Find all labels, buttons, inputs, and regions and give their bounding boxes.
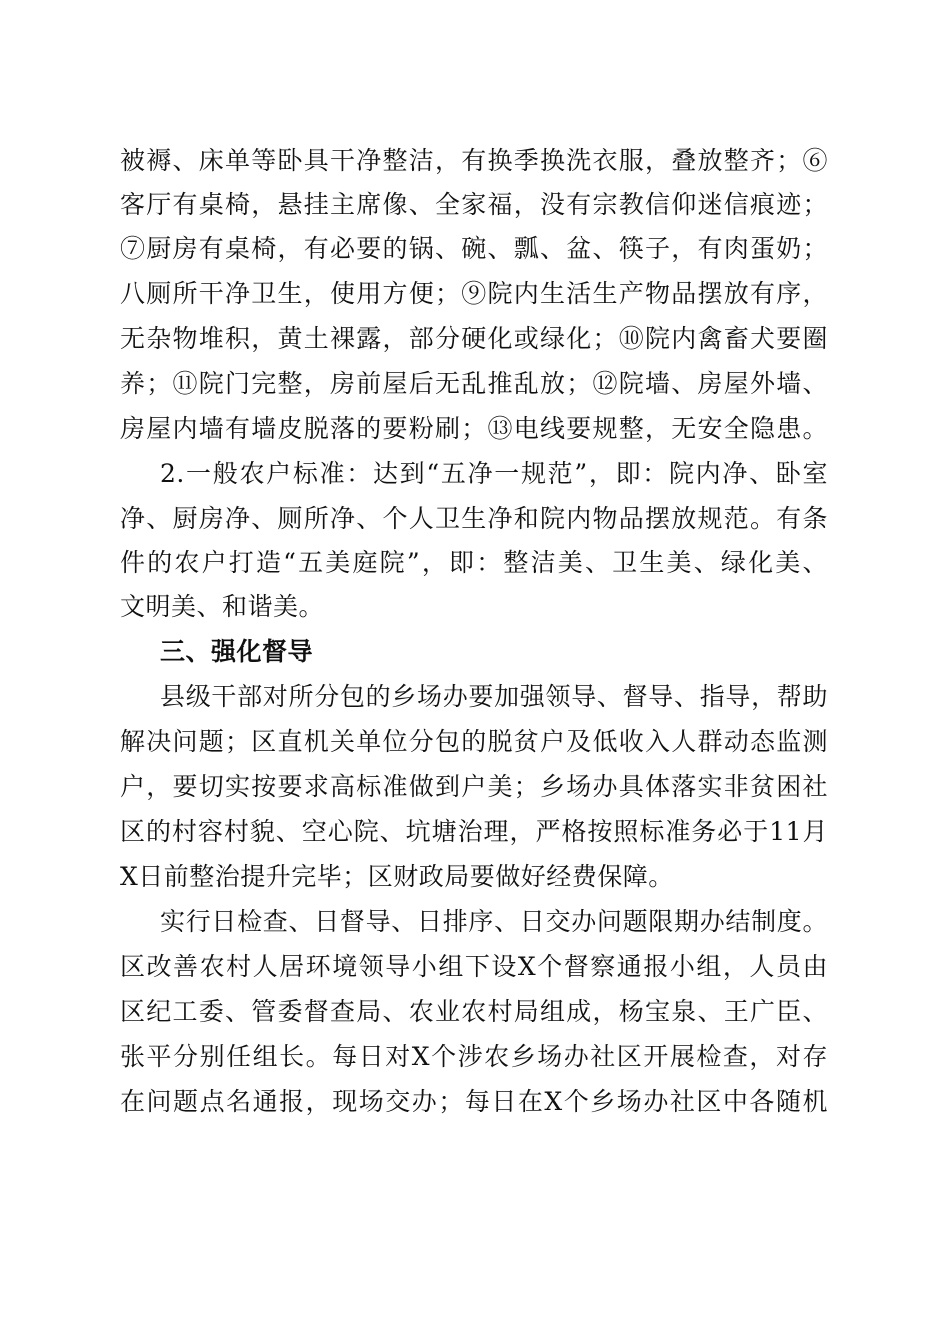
text-line: 养；⑪院门完整，房前屋后无乱推乱放；⑫院墙、房屋外墙、 bbox=[120, 369, 828, 398]
paragraph-first-line: 实行日检查、日督导、日排序、日交办问题限期办结制度。 bbox=[160, 907, 828, 936]
text-line: X日前整治提升完毕；区财政局要做好经费保障。 bbox=[120, 862, 674, 891]
paragraph-first-line: 县级干部对所分包的乡场办要加强领导、督导、指导，帮助 bbox=[160, 682, 828, 711]
text-line: 户，要切实按要求高标准做到户美；乡场办具体落实非贫困社 bbox=[120, 772, 828, 801]
paragraph-first-line: 2.一般农户标准：达到“五净一规范”，即：院内净、卧室 bbox=[160, 459, 828, 488]
text-line: 区改善农村人居环境领导小组下设X个督察通报小组，人员由 bbox=[120, 952, 828, 981]
text-line: 客厅有桌椅，悬挂主席像、全家福，没有宗教信仰迷信痕迹； bbox=[120, 190, 828, 219]
text-line: 房屋内墙有墙皮脱落的要粉刷；⑬电线要规整，无安全隐患。 bbox=[120, 414, 828, 443]
text-line: 张平分别任组长。每日对X个涉农乡场办社区开展检查，对存 bbox=[120, 1042, 828, 1071]
text-line: 件的农户打造“五美庭院”，即：整洁美、卫生美、绿化美、 bbox=[120, 548, 828, 577]
text-line: 解决问题；区直机关单位分包的脱贫户及低收入人群动态监测 bbox=[120, 727, 828, 756]
text-line: 在问题点名通报，现场交办；每日在X个乡场办社区中各随机 bbox=[120, 1087, 828, 1116]
text-line: 净、厨房净、厕所净、个人卫生净和院内物品摆放规范。有条 bbox=[120, 504, 828, 533]
text-line: 文明美、和谐美。 bbox=[120, 592, 325, 621]
text-line: 八厕所干净卫生，使用方便；⑨院内生活生产物品摆放有序， bbox=[120, 279, 828, 308]
section-heading: 三、强化督导 bbox=[160, 637, 314, 666]
text-line: 无杂物堆积，黄土裸露，部分硬化或绿化；⑩院内禽畜犬要圈 bbox=[120, 324, 828, 353]
text-line: 区的村容村貌、空心院、坑塘治理，严格按照标准务必于11月 bbox=[120, 817, 828, 846]
text-line: 被褥、床单等卧具干净整洁，有换季换洗衣服，叠放整齐；⑥ bbox=[120, 146, 828, 175]
text-line: 区纪工委、管委督查局、农业农村局组成，杨宝泉、王广臣、 bbox=[120, 997, 828, 1026]
text-line: ⑦厨房有桌椅，有必要的锅、碗、瓢、盆、筷子，有肉蛋奶； bbox=[120, 234, 828, 263]
